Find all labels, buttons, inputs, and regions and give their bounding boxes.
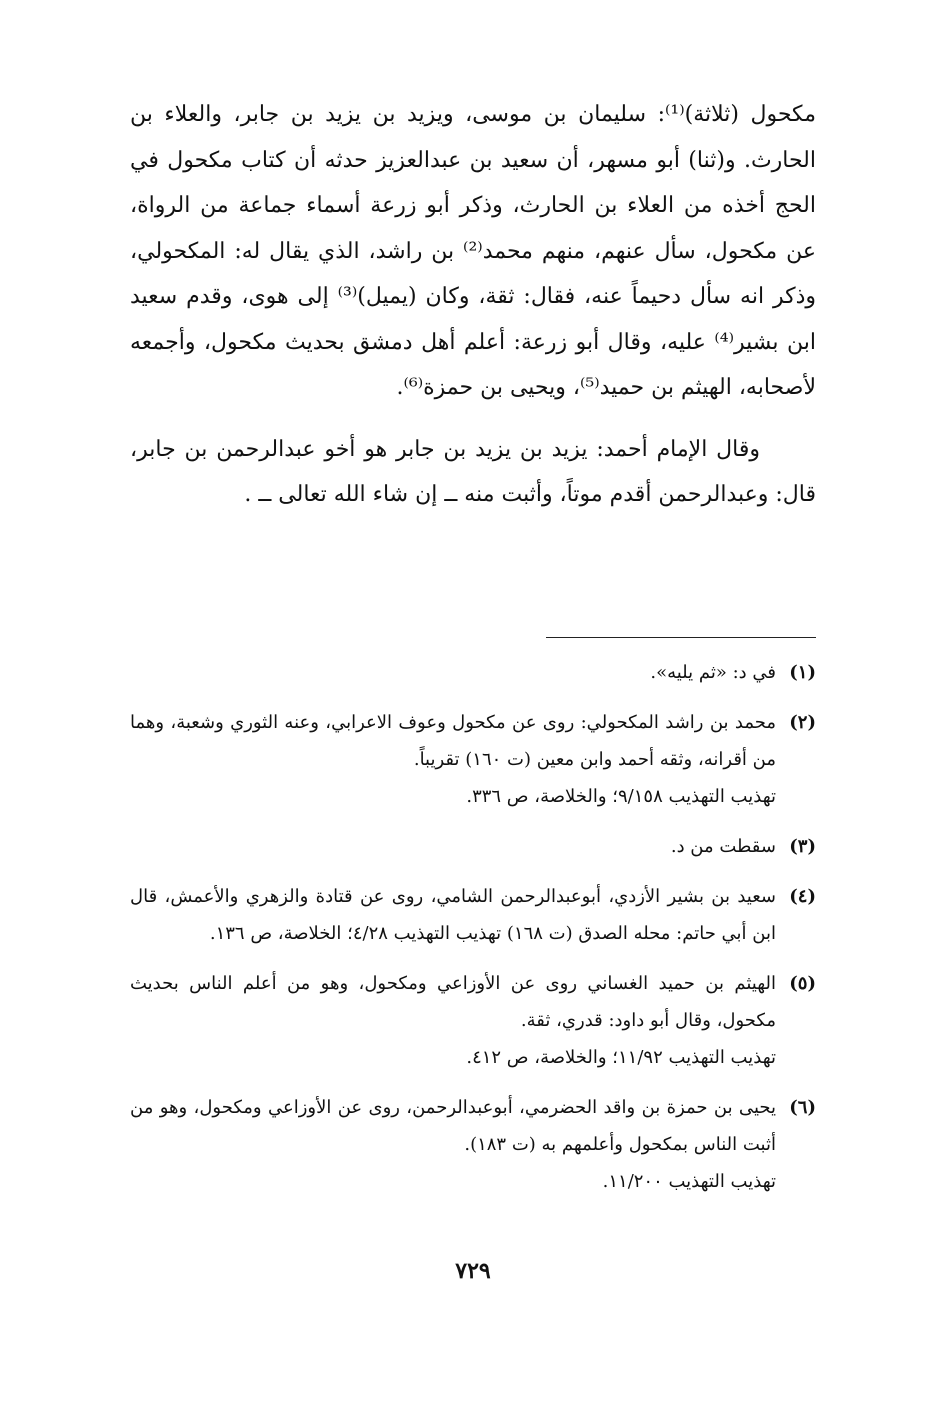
main-paragraph-1: مكحول (ثلاثة)⁽¹⁾: سليمان بن موسى، ويزيد بن يزيد بن جابر، والعلاء بن الحارث. و(ثنا) أبو مسهر، أن سعيد بن عبدالعزيز حدثه أن كتاب مكحول في الحج أخذه من العلاء بن الحارث، وذكر أبو زرعة أسماء جماعة من الرواة، عن مكحول، سأل عنهم، منهم محمد⁽²⁾ بن راشد، الذي يقال له: المكحولي، وذكر انه سأل دحيماً عنه، فقال: ثقة، وكان (يميل)⁽³⁾ إلى هوى، وقدم سعيد ابن بشير⁽⁴⁾ عليه، وقال أبو زرعة: أعلم أهل دمشق بحديث مكحول، وأجمعه لأصحابه، الهيثم بن حميد⁽⁵⁾، ويحيى بن حمزة⁽⁶⁾. bbox=[130, 102, 817, 400]
footnote-body bbox=[130, 878, 776, 952]
footnote-number: (٢) bbox=[789, 712, 816, 733]
footnote-line: الهيثم بن حميد الغساني روى عن الأوزاعي ومكحول، وهو من أعلم الناس بحديث مكحول، وقال أبو داود: قدري، ثقة. bbox=[130, 973, 776, 1031]
main-paragraph-2: وقال الإمام أحمد: يزيد بن يزيد بن جابر هو أخو عبدالرحمن بن جابر، قال: وعبدالرحمن أقدم موتاً، وأثبت منه ــ إن شاء الله تعالى ــ . bbox=[130, 436, 816, 507]
footnote-body bbox=[130, 828, 776, 865]
footnote-number: (٣) bbox=[789, 836, 816, 857]
footnote-reference: تهذيب التهذيب ١١/٢٠٠. bbox=[602, 1171, 776, 1192]
footnote-4 bbox=[130, 878, 816, 952]
footnote-separator bbox=[546, 637, 816, 638]
footnote-number: (٤) bbox=[789, 886, 816, 907]
footnote-1 bbox=[130, 654, 816, 691]
page-number: ٧٢٩ bbox=[455, 1258, 491, 1284]
footnote-body bbox=[130, 704, 776, 815]
footnote-number: (١) bbox=[789, 662, 816, 683]
footnote-reference: تهذيب التهذيب ١١/٩٢؛ والخلاصة، ص ٤١٢. bbox=[466, 1047, 776, 1068]
footnote-line: محمد بن راشد المكحولي: روى عن مكحول وعوف الاعرابي، وعنه الثوري وشعبة، وهما من أقرانه، وثقه أحمد وابن معين (ت ١٦٠) تقريباً. bbox=[130, 712, 776, 770]
footnote-2 bbox=[130, 704, 816, 815]
footnote-reference: تهذيب التهذيب ٩/١٥٨؛ والخلاصة، ص ٣٣٦. bbox=[466, 786, 776, 807]
footnote-3 bbox=[130, 828, 816, 865]
footnote-line: سعيد بن بشير الأزدي، أبوعبدالرحمن الشامي، روى عن قتادة والزهري والأعمش، قال ابن أبي حاتم: محله الصدق (ت ١٦٨) تهذيب التهذيب ٤/٢٨؛ الخلاصة، ص ١٣٦. bbox=[130, 886, 776, 944]
footnote-number: (٥) bbox=[789, 973, 816, 994]
footnote-line: سقطت من د. bbox=[670, 836, 776, 857]
main-text bbox=[130, 92, 816, 518]
footnote-5 bbox=[130, 965, 816, 1076]
footnote-number: (٦) bbox=[789, 1097, 816, 1118]
footnote-body bbox=[130, 1089, 776, 1200]
footnote-line: في د: «ثم يليه». bbox=[650, 662, 776, 683]
footnote-body bbox=[130, 965, 776, 1076]
footnotes bbox=[130, 654, 816, 1213]
footnote-body bbox=[130, 654, 776, 691]
footnote-line: يحيى بن حمزة بن واقد الحضرمي، أبوعبدالرحمن، روى عن الأوزاعي ومكحول، وهو من أثبت الناس بمكحول وأعلمهم به (ت ١٨٣). bbox=[130, 1097, 776, 1155]
footnote-6 bbox=[130, 1089, 816, 1200]
